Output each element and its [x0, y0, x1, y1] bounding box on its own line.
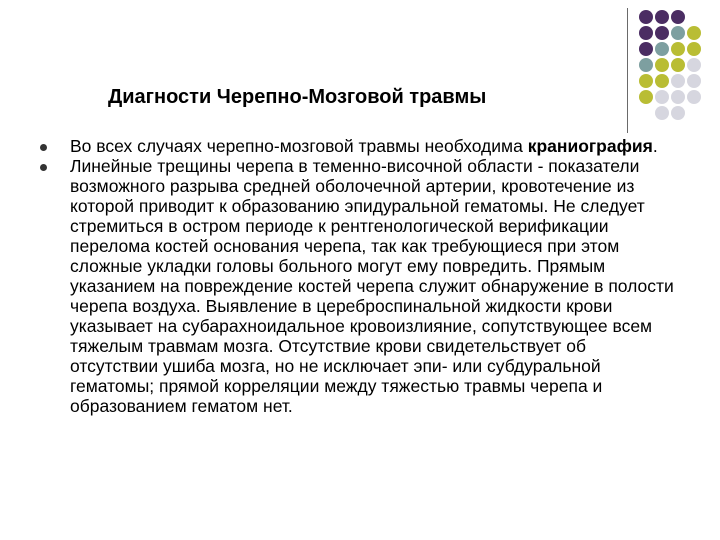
bullet-text-end: . — [652, 136, 658, 156]
decor-dot — [671, 10, 685, 24]
decor-dot — [655, 58, 669, 72]
decor-dot — [687, 42, 701, 56]
bullet-item-fractures — [38, 156, 678, 416]
slide-title: Диагности Черепно-Мозговой травмы — [108, 86, 487, 108]
decor-dot — [639, 58, 653, 72]
decor-dot — [687, 90, 701, 104]
decorative-divider-line — [627, 8, 628, 133]
decor-dot — [639, 10, 653, 24]
decor-dot — [671, 90, 685, 104]
decor-dot — [671, 106, 685, 120]
decor-dot — [671, 26, 685, 40]
decor-dot — [639, 42, 653, 56]
bullet-text: Во всех случаях черепно-мозговой травмы необходима — [70, 136, 528, 156]
decor-dot — [639, 26, 653, 40]
decor-dot — [639, 90, 653, 104]
decor-dot — [671, 42, 685, 56]
decorative-dot-grid — [639, 10, 719, 120]
decor-dot — [687, 74, 701, 88]
decor-dot — [671, 58, 685, 72]
decor-dot — [671, 74, 685, 88]
decor-dot — [655, 106, 669, 120]
decor-dot — [655, 90, 669, 104]
bullet-bold-term: краниография — [527, 136, 653, 156]
decor-dot — [655, 26, 669, 40]
decor-dot — [655, 10, 669, 24]
decor-dot — [687, 26, 701, 40]
decor-dot — [687, 58, 701, 72]
bullet-list — [38, 136, 678, 416]
decor-dot — [655, 74, 669, 88]
bullet-item-radiography — [38, 136, 678, 156]
bullet-text: Линейные трещины черепа в теменно-височной области - показатели возможного разрыва средней оболочечной артерии, кровотечение из которой приводит к образованию эпидуральной гематомы. Не следует стремиться в остром периоде к рентгенологической верификации перелома костей основания черепа, так как требующиеся при этом сложные укладки головы больного могут ему повредить. Прямым указанием на повреждение костей черепа служит обнаружение в полости черепа воздуха. Выявление в цереброспинальной жидкости крови указывает на субарахноидальное кровоизлияние, сопутствующее всем тяжелым травмам мозга. Отсутствие крови свидетельствует об отсутствии ушиба мозга, но не исключает эпи- или субдуральной гематомы; прямой корреляции между тяжестью травмы черепа и образованием гематом нет. — [70, 156, 674, 416]
decor-dot — [655, 42, 669, 56]
decor-dot — [639, 74, 653, 88]
